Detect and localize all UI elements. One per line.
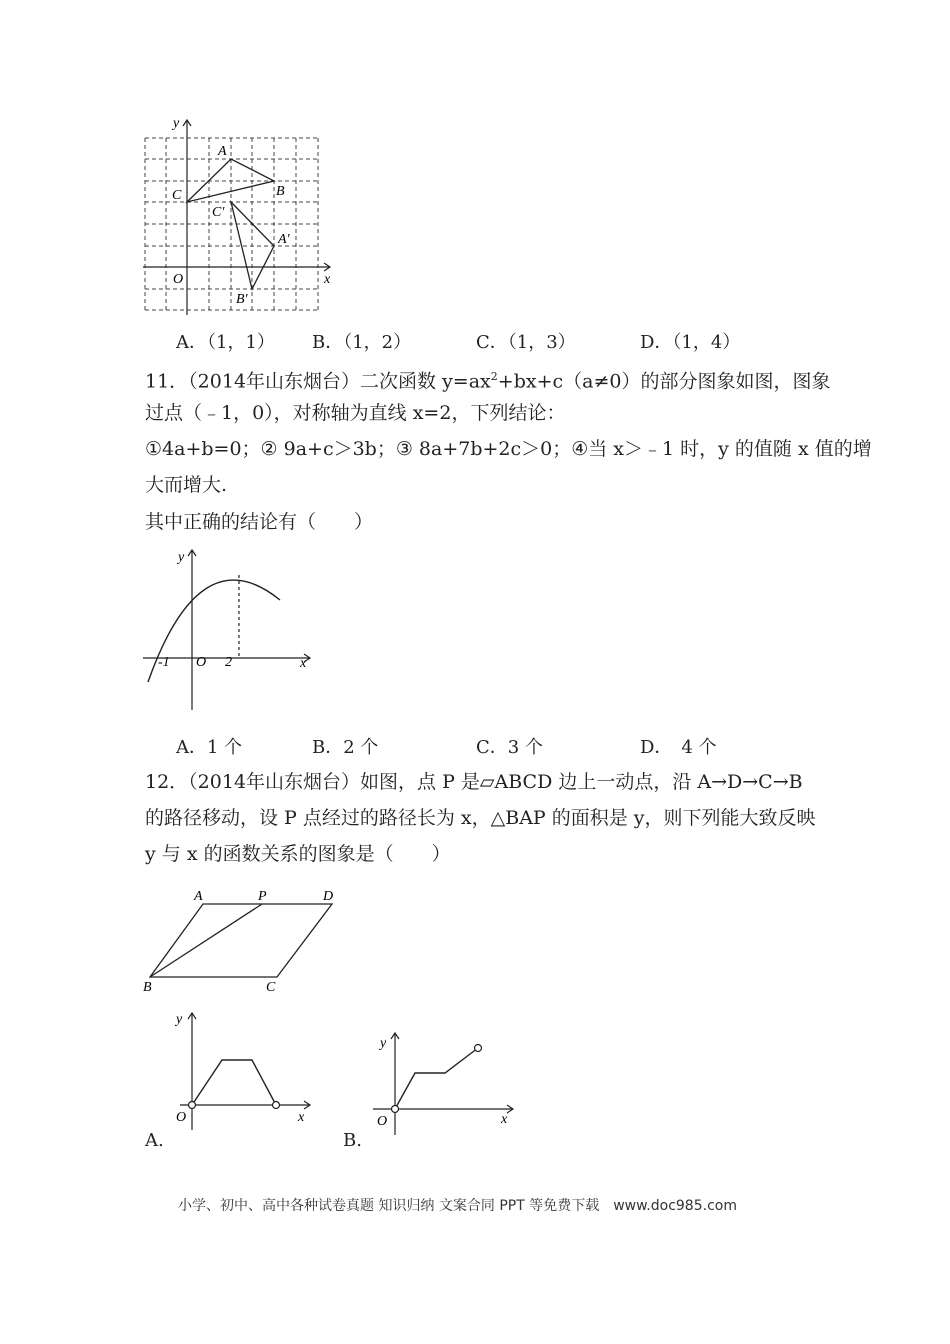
q10-grid-figure: [140, 115, 340, 320]
q10-option-d: D．（1，4）: [640, 332, 741, 353]
q12-option-a-graph: [160, 1005, 320, 1135]
q10-point-b-label: B: [276, 184, 285, 199]
q10-option-b: B．（1，2）: [312, 332, 412, 353]
q11-option-d: D． 4 个: [640, 737, 717, 758]
q12-stem-line-3: y 与 x 的函数关系的图象是（ ）: [145, 843, 451, 865]
q11-stem-line-2: 过点（﹣1，0），对称轴为直线 x=2，下列结论：: [145, 402, 566, 424]
q11-parabola-figure: [140, 545, 320, 715]
q12-option-b-label: B.: [343, 1130, 362, 1151]
q10-option-c: C．（1，3）: [476, 332, 576, 353]
q12-point-d-label: D: [323, 889, 334, 904]
q10-point-c-prime-label: C′: [212, 205, 225, 220]
q12-a-origin-label: O: [176, 1110, 187, 1125]
q11-option-b: B．2 个: [312, 737, 379, 758]
q12-parallelogram-figure: [140, 882, 340, 997]
q12-option-b-graph: [365, 1025, 525, 1140]
q11-stem-line-3: ①4a+b=0；② 9a+c＞3b；③ 8a+7b+2c＞0；④当 x＞﹣1 时，y 的值随 x 值的增: [145, 438, 872, 460]
q11-y-axis-label: y: [178, 550, 185, 565]
q10-y-axis-label: y: [173, 116, 180, 131]
q12-b-y-axis-label: y: [380, 1036, 387, 1051]
q12-point-p-label: P: [258, 889, 267, 904]
q10-x-axis-label: x: [324, 272, 331, 287]
q10-point-a-prime-label: A′: [278, 232, 290, 247]
q11-option-a: A．1 个: [176, 737, 243, 758]
q12-b-x-axis-label: x: [501, 1112, 508, 1127]
q12-b-origin-label: O: [377, 1114, 388, 1129]
q11-tick-two: 2: [225, 655, 232, 670]
q11-stem-line-4: 大而增大.: [145, 474, 228, 496]
q12-point-c-label: C: [266, 980, 276, 995]
q10-origin-label: O: [173, 272, 184, 287]
q11-x-axis-label: x: [300, 656, 307, 671]
page-footer: 小学、初中、高中各种试卷真题 知识归纳 文案合同 PPT 等免费下载 www.doc985.com: [178, 1198, 737, 1214]
q12-stem-line-1: 12．（2014年山东烟台）如图，点 P 是▱ABCD 边上一动点，沿 A→D→C→B: [145, 771, 803, 793]
q12-a-y-axis-label: y: [176, 1012, 183, 1027]
q10-option-a: A．（1，1）: [176, 332, 275, 353]
q12-option-a-label: A.: [145, 1130, 164, 1151]
q11-option-c: C．3 个: [476, 737, 543, 758]
q11-origin-label: O: [196, 655, 207, 670]
q10-point-a-label: A: [218, 144, 227, 159]
q10-point-b-prime-label: B′: [236, 292, 248, 307]
q12-stem-line-2: 的路径移动，设 P 点经过的路径长为 x，△BAP 的面积是 y，则下列能大致反映: [145, 807, 816, 829]
q11-stem-line-1: 11．（2014年山东烟台）二次函数 $y=ax^2+bx+c(a\ne 0)$的部分图象如图，图象: [145, 370, 831, 393]
q11-tick-minus-one: -1: [158, 655, 170, 670]
q10-point-c-label: C: [172, 188, 182, 203]
q12-a-x-axis-label: x: [298, 1110, 305, 1125]
q12-point-a-label: A: [194, 889, 203, 904]
q11-stem-line-5: 其中正确的结论有（ ）: [145, 511, 374, 533]
q12-point-b-label: B: [143, 980, 152, 995]
